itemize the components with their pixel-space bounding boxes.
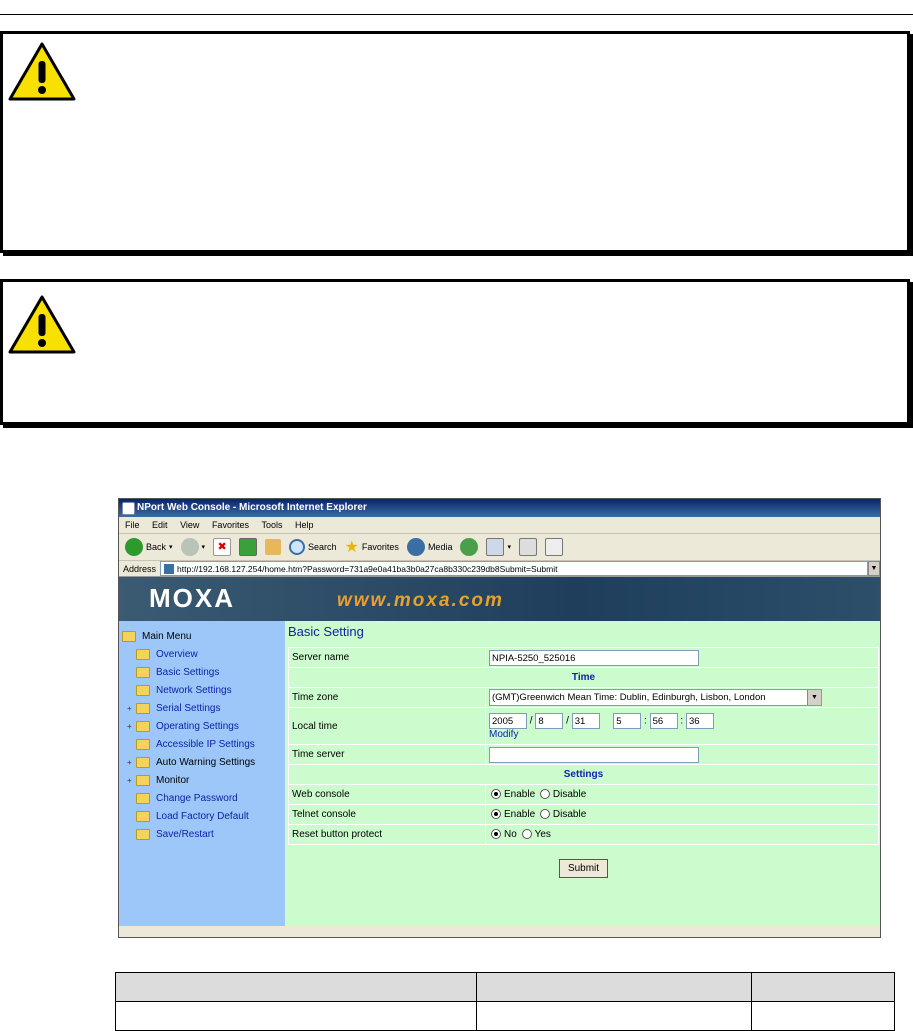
reset-no-radio[interactable] <box>491 829 501 839</box>
date-separator: / <box>529 715 533 727</box>
ie-app-icon <box>122 502 135 515</box>
favorites-label: Favorites <box>361 542 399 552</box>
search-icon <box>289 539 305 555</box>
table-header-row <box>116 973 895 1002</box>
day-input[interactable]: 31 <box>572 713 600 729</box>
web-console-enable-radio[interactable] <box>491 789 501 799</box>
print-button[interactable] <box>517 536 539 558</box>
local-time-cell <box>486 708 879 745</box>
sidebar-item-auto-warning-settings[interactable] <box>119 753 285 771</box>
sidebar-item-label: Basic Settings <box>156 666 220 678</box>
sidebar <box>119 621 285 926</box>
sidebar-item-label: Overview <box>156 648 198 660</box>
sidebar-item-label: Serial Settings <box>156 702 221 714</box>
disable-label: Disable <box>552 809 587 820</box>
mail-button[interactable] <box>484 536 513 558</box>
main-menu-root[interactable] <box>119 627 285 645</box>
search-label: Search <box>308 542 337 552</box>
chevron-down-icon: ▾ <box>169 544 173 551</box>
sidebar-item-accessible-ip-settings[interactable] <box>119 735 285 753</box>
folder-open-icon <box>122 631 136 642</box>
warning-box-2 <box>0 279 910 425</box>
address-dropdown-button[interactable]: ▼ <box>868 561 880 576</box>
sidebar-item-serial-settings[interactable] <box>119 699 285 717</box>
table-row <box>289 708 879 745</box>
sidebar-item-label: Auto Warning Settings <box>156 756 256 768</box>
folder-icon <box>136 757 150 768</box>
minute-input[interactable]: 56 <box>650 713 678 729</box>
settings-table <box>288 647 879 845</box>
address-bar <box>119 561 880 577</box>
moxa-url: www.moxa.com <box>337 590 504 611</box>
forward-button[interactable] <box>179 536 208 558</box>
page-title: Basic Setting <box>288 624 364 639</box>
forward-arrow-icon <box>181 538 199 556</box>
folder-icon <box>136 829 150 840</box>
stop-icon: ✖ <box>213 538 231 556</box>
chevron-down-icon: ▾ <box>201 544 206 551</box>
tree-toggle[interactable]: + <box>127 703 132 713</box>
window-title: NPort Web Console - Microsoft Internet Explorer <box>137 502 367 513</box>
sidebar-item-label: Accessible IP Settings <box>156 738 255 750</box>
folder-icon <box>136 667 150 678</box>
telnet-enable-radio[interactable] <box>491 809 501 819</box>
sidebar-item-label: Operating Settings <box>156 720 239 732</box>
sidebar-item-overview[interactable] <box>119 645 285 663</box>
browser-window <box>118 498 881 938</box>
menu-favorites[interactable]: Favorites <box>211 520 249 530</box>
back-label: Back <box>146 542 167 552</box>
time-separator: : <box>644 715 647 727</box>
sidebar-item-change-password[interactable] <box>119 789 285 807</box>
disable-label: Disable <box>552 789 587 800</box>
sidebar-item-monitor[interactable] <box>119 771 285 789</box>
main-panel <box>285 621 880 926</box>
refresh-button[interactable] <box>237 536 259 558</box>
sidebar-item-label: Save/Restart <box>156 828 214 840</box>
table-row <box>289 668 879 688</box>
server-name-input[interactable]: NPIA-5250_525016 <box>489 650 699 666</box>
search-button[interactable] <box>287 536 339 558</box>
sidebar-item-network-settings[interactable] <box>119 681 285 699</box>
sidebar-item-label: Load Factory Default <box>156 810 249 822</box>
time-server-label: Time server <box>289 745 486 765</box>
timezone-cell <box>486 688 879 708</box>
address-value: http://192.168.127.254/home.htm?Password=731a9e0a41ba3b0a27ca8b330c239db8Submit=Submit <box>177 563 558 574</box>
enable-label: Enable <box>504 809 536 820</box>
folder-icon <box>136 685 150 696</box>
time-server-input[interactable] <box>489 747 699 763</box>
no-label: No <box>504 829 517 840</box>
moxa-logo: MOXA <box>149 583 235 613</box>
table-row <box>289 785 879 805</box>
table-row <box>289 765 879 785</box>
reset-protect-cell <box>486 825 879 845</box>
table-cell <box>477 1002 752 1031</box>
sidebar-item-label: Network Settings <box>156 684 232 696</box>
timezone-value: (GMT)Greenwich Mean Time: Dublin, Edinburgh, Lisbon, London <box>492 692 766 703</box>
table-row <box>289 688 879 708</box>
favorites-button[interactable] <box>343 536 401 558</box>
telnet-disable-radio[interactable] <box>540 809 550 819</box>
dropdown-arrow-icon: ▼ <box>807 690 821 705</box>
table-cell <box>477 973 752 1002</box>
address-input[interactable] <box>160 561 868 576</box>
sidebar-item-operating-settings[interactable] <box>119 717 285 735</box>
back-button[interactable] <box>123 536 175 558</box>
time-separator: : <box>680 715 684 727</box>
month-input[interactable]: 8 <box>535 713 563 729</box>
media-label: Media <box>427 542 453 552</box>
menu-help[interactable]: Help <box>295 520 314 530</box>
folder-icon <box>136 721 150 732</box>
submit-button[interactable]: Submit <box>559 859 608 878</box>
telnet-console-label: Telnet console <box>289 805 486 825</box>
tree-toggle[interactable]: + <box>127 721 132 731</box>
mail-icon <box>486 538 504 556</box>
edit-button[interactable] <box>543 536 565 558</box>
media-globe-icon <box>407 538 425 556</box>
media-button[interactable] <box>405 536 455 558</box>
tree-toggle[interactable]: + <box>127 775 132 785</box>
address-label: Address <box>123 563 157 574</box>
tree-toggle[interactable]: + <box>127 757 132 767</box>
modify-link[interactable]: Modify <box>489 728 519 740</box>
warning-icon <box>7 41 77 103</box>
date-separator: / <box>566 715 569 727</box>
table-cell <box>752 973 895 1002</box>
folder-icon <box>136 739 150 750</box>
star-icon: ★ <box>344 539 359 556</box>
server-name-cell <box>486 648 879 668</box>
folder-icon <box>136 649 150 660</box>
web-console-label: Web console <box>289 785 486 805</box>
menu-file[interactable]: File <box>125 520 140 530</box>
timezone-label: Time zone <box>289 688 486 708</box>
telnet-console-cell <box>486 805 879 825</box>
home-button[interactable] <box>263 536 283 558</box>
menu-view[interactable]: View <box>180 520 200 530</box>
window-title-bar <box>119 499 880 517</box>
server-name-label: Server name <box>289 648 486 668</box>
history-button[interactable] <box>458 536 480 558</box>
timezone-select[interactable] <box>489 689 822 706</box>
menu-tools[interactable]: Tools <box>261 520 283 530</box>
print-icon <box>519 538 537 556</box>
table-row <box>289 745 879 765</box>
moxa-banner <box>119 577 880 621</box>
warning-box-1 <box>0 31 910 253</box>
page-icon <box>164 564 174 574</box>
stop-button[interactable] <box>211 536 233 558</box>
time-section-header: Time <box>289 668 879 688</box>
reset-protect-label: Reset button protect <box>289 825 486 845</box>
folder-icon <box>136 703 150 714</box>
year-input[interactable]: 2005 <box>489 713 527 729</box>
sidebar-item-load-factory-default[interactable] <box>119 807 285 825</box>
settings-section-header: Settings <box>289 765 879 785</box>
chevron-down-icon: ▾ <box>507 544 511 551</box>
local-time-label: Local time <box>289 708 486 745</box>
sidebar-item-label: Monitor <box>156 774 190 786</box>
time-server-cell <box>486 745 879 765</box>
second-input[interactable]: 36 <box>686 713 714 729</box>
home-icon <box>265 539 281 555</box>
web-console-disable-radio[interactable] <box>540 789 550 799</box>
enable-label: Enable <box>504 789 536 800</box>
web-console-cell <box>486 785 879 805</box>
table-cell <box>752 1002 895 1031</box>
table-cell <box>116 973 477 1002</box>
folder-icon <box>136 811 150 822</box>
menu-bar <box>119 517 880 534</box>
hour-input[interactable]: 5 <box>613 713 641 729</box>
table-row <box>289 825 879 845</box>
table-row <box>289 805 879 825</box>
header-rule <box>0 14 913 15</box>
toolbar <box>119 534 880 561</box>
reset-yes-radio[interactable] <box>522 829 532 839</box>
table-row <box>289 648 879 668</box>
sidebar-item-basic-settings[interactable] <box>119 663 285 681</box>
table-row <box>116 1002 895 1031</box>
sidebar-item-label: Change Password <box>156 792 238 804</box>
sidebar-item-save-restart[interactable] <box>119 825 285 843</box>
history-icon <box>460 538 478 556</box>
warning-icon <box>7 294 77 356</box>
folder-icon <box>136 775 150 786</box>
main-menu-label: Main Menu <box>142 630 192 642</box>
yes-label: Yes <box>534 829 551 840</box>
refresh-icon <box>239 538 257 556</box>
back-arrow-icon <box>125 538 143 556</box>
edit-icon <box>545 538 563 556</box>
bottom-table <box>115 972 895 1031</box>
menu-edit[interactable]: Edit <box>152 520 168 530</box>
folder-icon <box>136 793 150 804</box>
table-cell <box>116 1002 477 1031</box>
